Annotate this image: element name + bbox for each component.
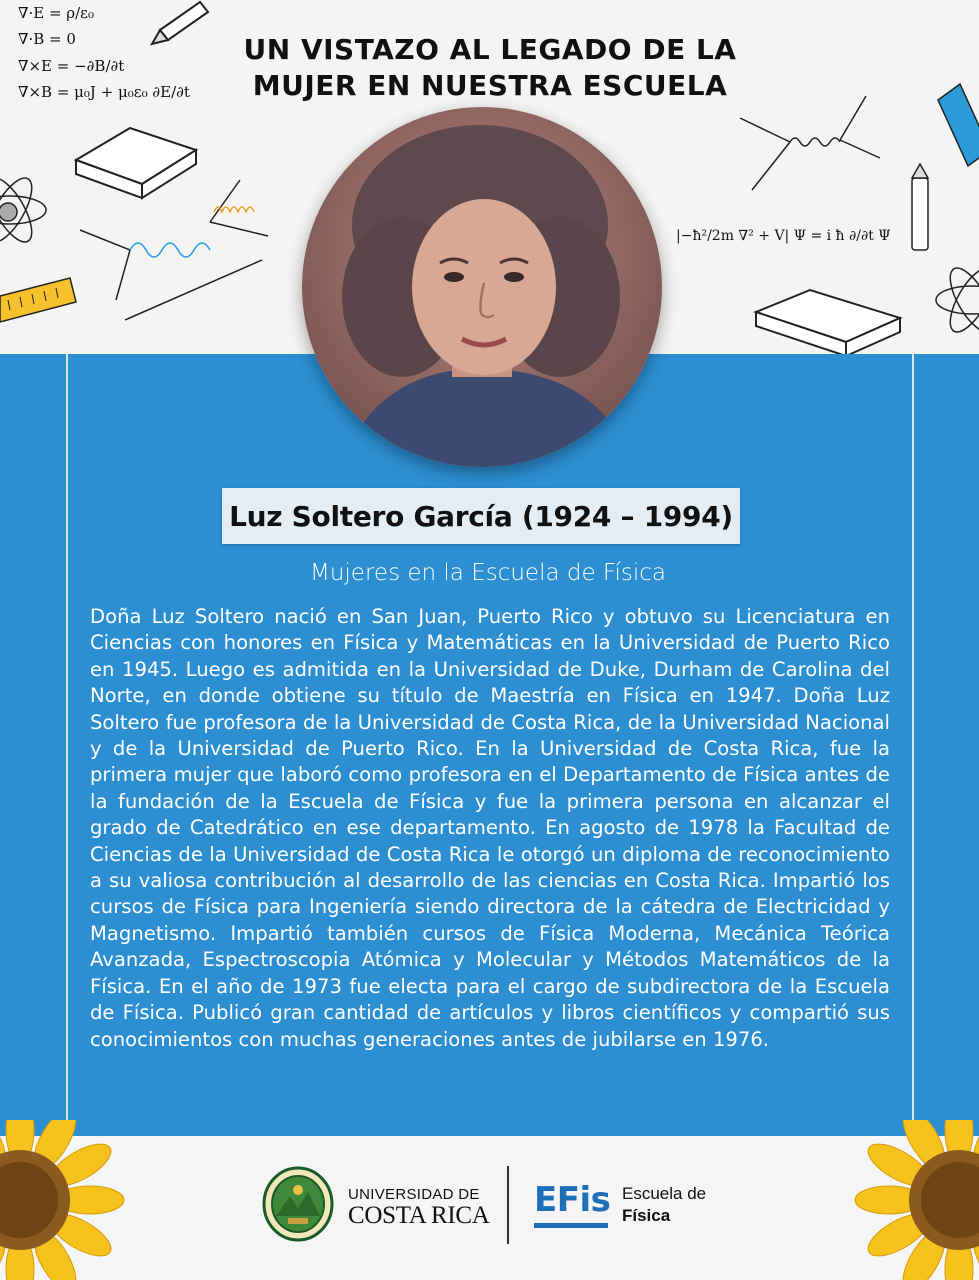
logo-divider [507,1166,509,1244]
ucr-name-line-2: COSTA RICA [348,1202,490,1229]
page-title [200,32,780,104]
ruler-icon [0,278,76,322]
feynman-diagram-icon [80,180,268,320]
title-line-1: UN VISTAZO AL LEGADO DE LA [243,33,737,66]
atom-icon [936,262,979,338]
band-border-left [66,354,68,1136]
schrodinger-equation: |−ħ²/2m ∇² + V| Ψ = i ħ ∂/∂t Ψ [676,228,891,244]
escuela-label: Escuela de [622,1184,707,1203]
seal-icon [262,1166,334,1242]
efis-logo: EFis [534,1180,611,1220]
title-line-2: MUJER EN NUESTRA ESCUELA [252,69,728,102]
biography-text: Doña Luz Soltero nació en San Juan, Puerto Rico y obtuvo su Licenciatura en Ciencias con honores en Física y Matemáticas en la Universidad de Puerto Rico en 1945. Luego es admitida en la Universidad de Duke, Durham de Carolina del Norte, en donde obtiene su título de Maestría en Física en 1947. Doña Luz Soltero fue profesora de la Universidad de Costa Rica, de la Universidad Nacional y de la Universidad de Puerto Rico. En la Universidad de Costa Rica, fue la primera mujer que laboró como profesora en el Departamento de Física antes de la fundación de la Escuela de Física y fue la primera persona en alcanzar el grado de Catedrático en ese departamento. En agosto de 1978 la Facultad de Ciencias de la Universidad de Costa Rica le otorgó un diploma de reconocimiento a su valiosa contribución al desarrollo de las ciencias en Costa Rica. Impartió los cursos de Física para Ingeniería siendo directora de la cátedra de Electricidad y Magnetismo. Impartió también cursos de Física Moderna, Mecánica Teórica Avanzada, Espectroscopia Atómica y Molecular y Métodos Matemáticos de la Física. En el año de 1973 fue electa para el cargo de subdirectora de la Escuela de Física. Publicó gran cantidad de artículos y libros científicos y compartió sus conocimientos con muchas generaciones antes de jubilarse en 1976. [90,605,890,1051]
portrait-photo [302,107,662,467]
series-subtitle: Mujeres en la Escuela de Física [310,560,666,586]
book-icon [76,128,196,198]
book-icon [756,290,900,356]
ruler-icon [938,84,979,166]
fisica-label: Física [622,1206,671,1225]
sunflower-icon [840,1120,979,1280]
maxwell-equations: ∇·E = ρ/ε₀ ∇·B = 0 ∇×E = −∂B/∂t ∇×B = μ₀J + μ₀ε₀ ∂E/∂t [18,4,190,101]
pencil-icon [912,164,928,250]
atom-icon [0,172,46,248]
feynman-diagram-icon [740,96,880,190]
efis-underline [534,1223,608,1228]
person-name: Luz Soltero García (1924 – 1994) [229,499,733,533]
ucr-name-line-1: UNIVERSIDAD DE [348,1186,480,1203]
footer-logos [262,1166,732,1246]
band-border-right [912,354,914,1136]
name-banner [222,488,740,544]
sunflower-icon [0,1120,140,1280]
